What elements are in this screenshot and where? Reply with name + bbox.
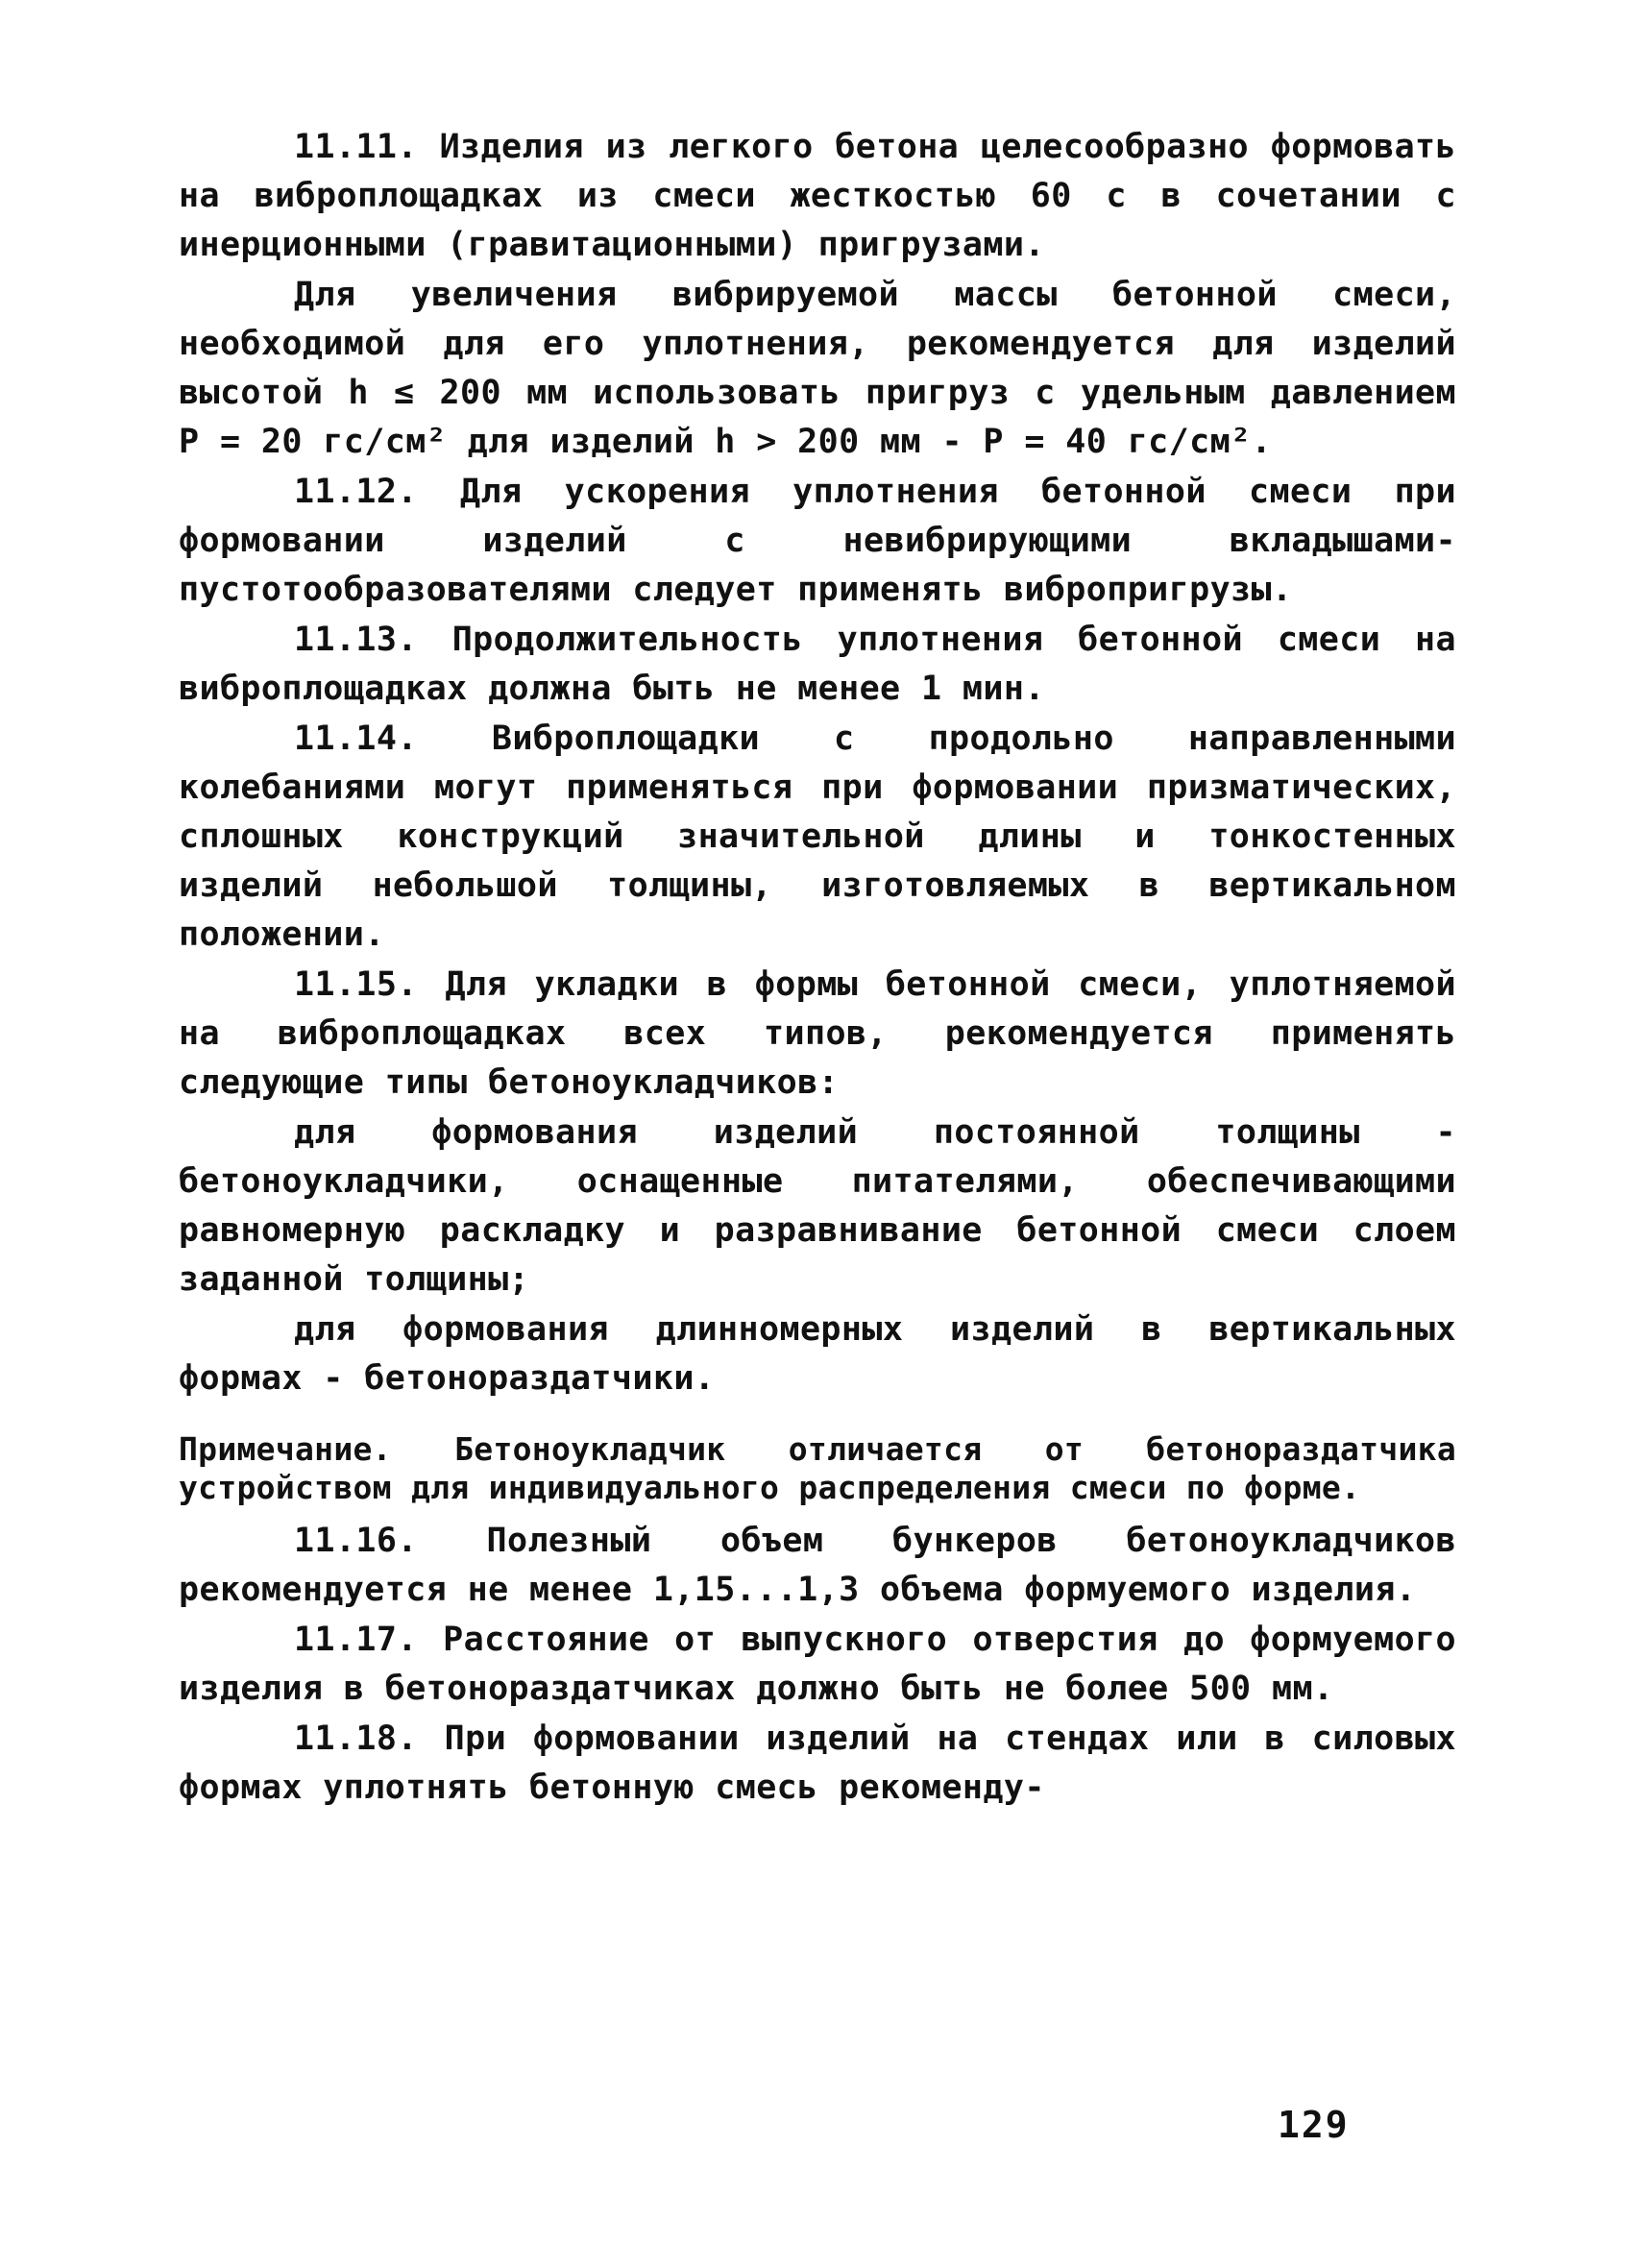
clause-number: 11.15.	[294, 965, 418, 1004]
paragraph-11-15-item-b	[179, 1305, 1456, 1403]
clause-text: для формования изделий постоянной толщины - бетоноукладчики, оснащенные питателями, обеспечивающими равномерную раскладку и разравнивание бетонной смеси слоем заданной толщины;	[179, 1113, 1456, 1299]
clause-text: Полезный объем бункеров бетоноукладчиков рекомендуется не менее 1,15...1,3 объема формуемого изделия.	[179, 1522, 1456, 1609]
clause-number: 11.18.	[294, 1719, 418, 1758]
clause-text: Изделия из легкого бетона целесообразно формовать на виброплощадках из смеси жесткостью 60 с в сочетании с инерционными (гравитационными) пригрузами.	[179, 128, 1456, 264]
clause-text: Для увеличения вибрируемой массы бетонной смеси, необходимой для его уплотнения, рекомендуется для изделий высотой h ≤ 200 мм использовать пригруз с удельным давлением P = 20 гс/см² для изделий h > 200 мм - P = 40 гс/см².	[179, 276, 1456, 461]
document-page	[179, 123, 1456, 1814]
paragraph-11-15-item-a	[179, 1109, 1456, 1305]
paragraph-11-15	[179, 961, 1456, 1108]
clause-number: 11.14.	[294, 719, 418, 758]
clause-text: для формования длинномерных изделий в вертикальных формах - бетонораздатчики.	[179, 1310, 1456, 1398]
clause-number: 11.16.	[294, 1522, 418, 1560]
clause-text: Для укладки в формы бетонной смеси, уплотняемой на виброплощадках всех типов, рекомендуется применять следующие типы бетоноукладчиков:	[179, 965, 1456, 1102]
paragraph-11-12	[179, 468, 1456, 615]
clause-number: 11.13.	[294, 621, 418, 659]
paragraph-11-14	[179, 715, 1456, 960]
clause-number: 11.17.	[294, 1621, 418, 1659]
page-number: 129	[1278, 2104, 1350, 2146]
clause-text: Продолжительность уплотнения бетонной смеси на виброплощадках должна быть не менее 1 мин.	[179, 621, 1456, 708]
clause-text: Расстояние от выпускного отверстия до формуемого изделия в бетонораздатчиках должно быть не более 500 мм.	[179, 1621, 1456, 1708]
paragraph-11-16	[179, 1517, 1456, 1615]
clause-number: 11.12.	[294, 473, 418, 511]
clause-number: 11.11.	[294, 128, 418, 166]
clause-text: Для ускорения уплотнения бетонной смеси при формовании изделий с невибрирующими вкладышами-пустотообразователями следует применять вибропригрузы.	[179, 473, 1456, 609]
clause-text: При формовании изделий на стендах или в силовых формах уплотнять бетонную смесь рекоменду-	[179, 1719, 1456, 1807]
paragraph-11-11	[179, 123, 1456, 270]
paragraph-11-11-load	[179, 271, 1456, 467]
note: Примечание. Бетоноукладчик отличается от бетонораздатчика устройством для индивидуального распределения смеси по форме.	[179, 1430, 1456, 1506]
clause-text: Виброплощадки с продольно направленными колебаниями могут применяться при формовании призматических, сплошных конструкций значительной длины и тонкостенных изделий небольшой толщины, изготовляемых в вертикальном положении.	[179, 719, 1456, 954]
paragraph-11-17	[179, 1616, 1456, 1714]
paragraph-11-18	[179, 1715, 1456, 1813]
paragraph-11-13	[179, 616, 1456, 714]
